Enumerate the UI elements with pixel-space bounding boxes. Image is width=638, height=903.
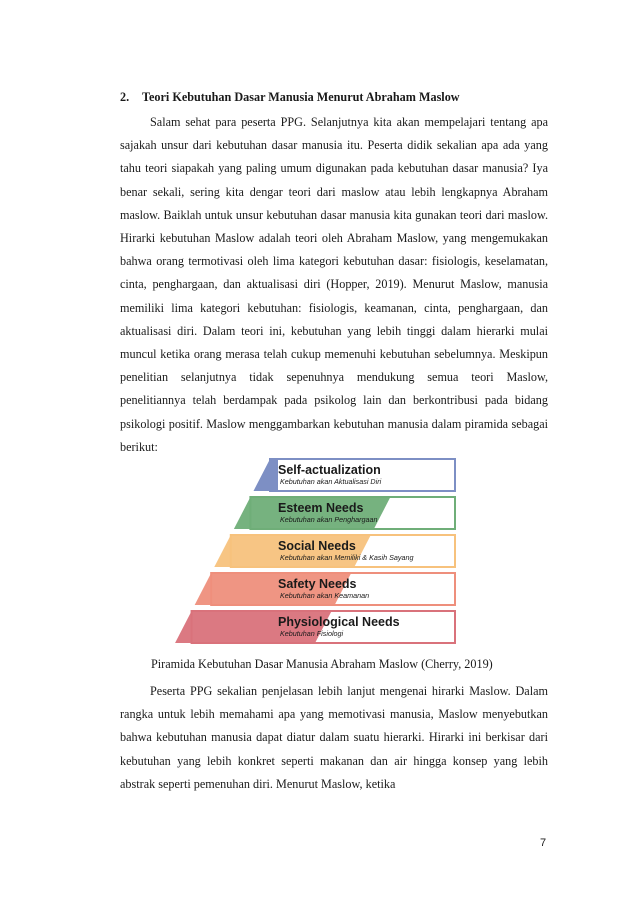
pyramid-level-fill (253, 459, 278, 491)
intro-paragraph-text: Salam sehat para peserta PPG. Selanjutnya kita akan mempelajari tentang apa sajakah unsur dari kebutuhan dasar manusia itu. Peserta didik sekalian apa ada yang tahu teori siapakah yang paling umum digunakan pada kebutuhan dasar manusia? Iya benar sekali, sering kita dengar teori dari maslow atau lebih lengkapnya Abraham maslow. Baiklah untuk unsur kebutuhan dasar manusia kita gunakan teori dari maslow. Hirarki kebutuhan Maslow adalah teori oleh Abraham Maslow, yang mengemukakan bahwa orang termotivasi oleh lima kategori kebutuhan dasar: fisiologis, keselamatan, cinta, penghargaan, dan aktualisasi diri (Hopper, 2019). Menurut Maslow, manusia memiliki lima kategori kebutuhan: fisiologis, keamanan, cinta, penghargaan, dan aktualisasi diri. Dalam teori ini, kebutuhan yang lebih tinggi dalam hierarki mulai muncul ketika orang merasa telah cukup memenuhi kebutuhan sebelumnya. Meskipun penelitian selanjutnya tidak sepenuhnya mendukung semua teori Maslow, penelitiannya telah berdampak pada psikolog lain dan berkontribusi pada bidang psikologi positif. Maslow menggambarkan kebutuhan manusia dalam piramida sebagai berikut: (120, 115, 548, 454)
pyramid-level-subtitle: Kebutuhan akan Aktualisasi Diri (280, 477, 382, 486)
pyramid-level-3 (214, 535, 455, 567)
figure-caption: Piramida Kebutuhan Dasar Manusia Abraham Maslow (Cherry, 2019) (151, 657, 493, 671)
maslow-pyramid (170, 455, 460, 650)
pyramid-level-subtitle: Kebutuhan akan Memiliki & Kasih Sayang (280, 553, 414, 562)
followup-paragraph-text: Peserta PPG sekalian penjelasan lebih lanjut mengenai hirarki Maslow. Dalam rangka untuk lebih memahami apa yang memotivasi manusia, Maslow menyebutkan bahwa kebutuhan manusia dapat diatur dalam suatu hierarki. Hirarki ini berkisar dari kebutuhan yang lebih konkret seperti makanan dan air hingga konsep yang lebih abstrak seperti pemenuhan diri. Menurut Maslow, ketika (120, 684, 548, 791)
pyramid-level-4 (195, 573, 455, 605)
section-title: Teori Kebutuhan Dasar Manusia Menurut Abraham Maslow (142, 90, 460, 104)
section-heading (120, 90, 550, 105)
pyramid-level-subtitle: Kebutuhan akan Penghargaan (280, 515, 378, 524)
pyramid-level-title: Social Needs (278, 539, 356, 553)
pyramid-level-1 (253, 459, 455, 491)
pyramid-level-title: Safety Needs (278, 577, 357, 591)
pyramid-level-title: Self-actualization (278, 463, 381, 477)
followup-paragraph (120, 680, 548, 796)
intro-paragraph (120, 111, 548, 459)
pyramid-level-title: Physiological Needs (278, 615, 400, 629)
pyramid-level-2 (234, 497, 455, 529)
page-number: 7 (540, 837, 547, 849)
pyramid-level-5 (175, 611, 455, 643)
section-number: 2. (120, 90, 130, 104)
pyramid-level-subtitle: Kebutuhan akan Keamanan (280, 591, 370, 600)
pyramid-level-subtitle: Kebutuhan Fisiologi (280, 629, 344, 638)
pyramid-level-title: Esteem Needs (278, 501, 364, 515)
maslow-pyramid-figure (170, 455, 460, 650)
